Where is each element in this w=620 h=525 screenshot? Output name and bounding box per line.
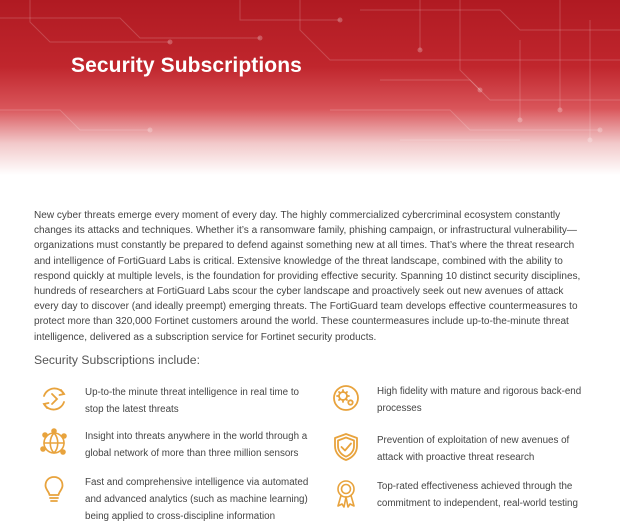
feature-text: High fidelity with mature and rigorous back-end processes (377, 386, 582, 414)
feature-text: Fast and comprehensive intelligence via automated and advanced analytics (such as machine learning) being applied to cross-discipline information (85, 477, 309, 522)
intro-paragraph: New cyber threats emerge every moment of every day. The highly commercialized cybercriminal ecosystem constantly changes its attacks and techniques. Whether it’s a ransomware family, phishing campaign, or infrastructural vulnerability—organizations must constantly be prepared to defend against something new at all times. That’s where the threat research and intelligence of FortiGuard Labs is critical. Extensive knowledge of the threat landscape, combined with the ability to respond quickly at multiple levels, is the foundation for providing effective security. Spanning 10 distinct security disciplines, hundreds of researchers at FortiGuard Labs scour the cyber landscape and proactively seek out new avenues of attack every day to discover (and ideally preempt) emerging threats. The FortiGuard team develops effective countermeasures to protect more than 320,000 Fortinet customers around the world. These countermeasures include up-to-the-minute threat intelligence, delivered as a subscription service for Fortinet security products. (34, 210, 581, 343)
feature-item-global-insight (39, 428, 311, 462)
feature-text: Insight into threats anywhere in the world through a global network of more than three million sensors (85, 431, 308, 459)
gears-icon (331, 383, 361, 413)
feature-item-prevention (331, 432, 597, 466)
subscriptions-heading: Security Subscriptions include: (34, 353, 200, 367)
feature-text: Up-to-the minute threat intelligence in real time to stop the latest threats (85, 387, 300, 415)
realtime-refresh-icon (39, 384, 69, 414)
lightbulb-icon (39, 474, 69, 504)
feature-item-top-rated (331, 478, 597, 512)
feature-text: Prevention of exploitation of new avenues of attack with proactive threat research (377, 435, 570, 463)
feature-text: Top-rated effectiveness achieved through the commitment to independent, real-world testing (377, 481, 578, 509)
feature-item-fast-intelligence (39, 474, 311, 525)
circuit-board-background (0, 0, 620, 175)
header-banner (0, 0, 620, 175)
global-network-icon (39, 428, 69, 458)
page-title: Security Subscriptions (71, 54, 302, 77)
feature-item-realtime-intelligence (39, 384, 299, 418)
feature-item-high-fidelity (331, 383, 597, 417)
shield-check-icon (331, 432, 361, 462)
award-ribbon-icon (331, 478, 361, 508)
